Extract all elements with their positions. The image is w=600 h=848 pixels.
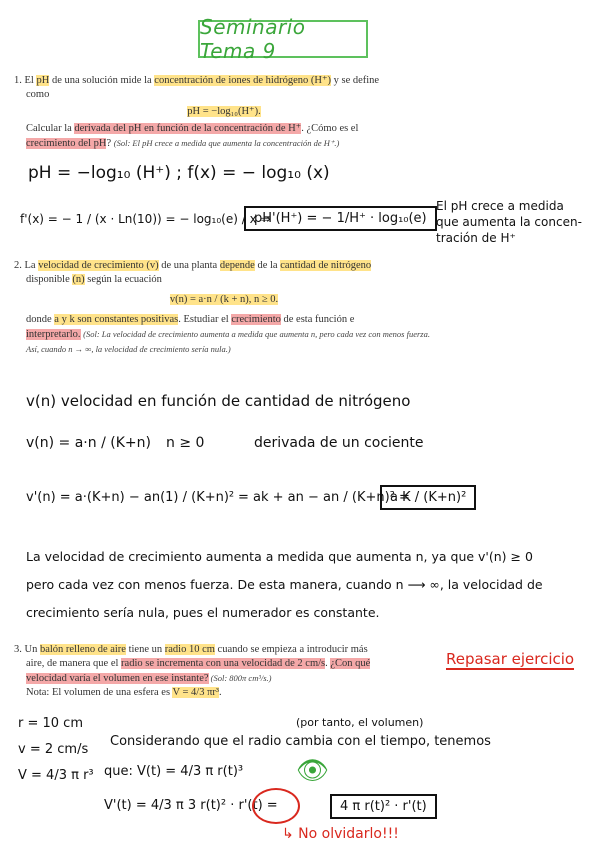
highlight-depends: depende (219, 260, 255, 271)
eye-icon: 👁 (296, 756, 330, 786)
highlight-question: velocidad varía el volumen en ese instante? (26, 673, 209, 684)
highlight-constants: a y k son constantes positivas (54, 314, 179, 325)
handwritten-function: v(n) = a·n / (K+n) (26, 435, 151, 451)
highlight-radius-rate: radio se incrementa con una velocidad de 2 cm/s (121, 658, 326, 669)
text: Nota: El volumen de una esfera es (26, 687, 173, 698)
text: Calcular la (26, 123, 75, 134)
handwritten-domain: n ≥ 0 (166, 435, 205, 451)
text: de una solución mide la (49, 75, 155, 86)
conclusion-line: crecimiento sería nula, pues el numerador es constante. (26, 605, 380, 620)
text: . (219, 687, 222, 698)
handwritten-note: derivada de un cociente (254, 435, 424, 451)
text: . Estudiar el (178, 314, 232, 325)
review-note: Repasar ejercicio (446, 650, 575, 668)
solution-hint: (Sol: La velocidad de crecimiento aumenta a medida que aumenta n, pero cada vez con menos fuerza. Así, cuando n → ∞, la velocidad de crecimiento sería nula.) (26, 329, 430, 354)
text: según la ecuación (84, 274, 162, 285)
text: . ¿Cómo es el (301, 123, 359, 134)
highlight-n: (n) (72, 274, 85, 285)
result-box: a K / (K+n)² (380, 485, 476, 510)
handwritten-simplify: = ak + an − an / (K+n)² = (238, 490, 410, 505)
handwritten-line: que: V(t) = 4/3 π r(t)³ (104, 764, 244, 779)
highlight-velocity: velocidad de crecimiento (v) (38, 260, 159, 271)
text: disponible (26, 274, 73, 285)
text: . (325, 658, 331, 669)
handwritten-derivative: V'(t) = 4/3 π 3 r(t)² · r'(t) = (104, 798, 278, 813)
handwritten-line: v(n) velocidad en función de cantidad de nitrógeno (26, 392, 411, 410)
highlight-ph: pH (36, 75, 50, 86)
text: de esta función e (280, 314, 355, 325)
given-rate: v = 2 cm/s (18, 742, 89, 757)
highlight-derivative: derivada del pH en función de la concentración de H⁺ (74, 123, 302, 134)
text: de la (254, 260, 281, 271)
page-title: Seminario Tema 9 (198, 20, 368, 58)
note-line: tración de H⁺ (436, 231, 516, 245)
result-box: pH'(H⁺) = − 1/H⁺ · log₁₀(e) (244, 206, 437, 231)
exercise-1-statement (14, 74, 434, 151)
handwritten-derivative: v'(n) = a·(K+n) − an(1) / (K+n)² (26, 490, 235, 505)
handwritten-line: pH = −log₁₀ (H⁺) ; f(x) = − log₁₀ (x) (28, 163, 330, 183)
given-radius: r = 10 cm (18, 716, 83, 731)
highlight-concentration: concentración de iones de hidrógeno (H⁺) (154, 75, 331, 86)
highlight-nitrogen: cantidad de nitrógeno (280, 260, 372, 271)
note-line: El pH crece a medida (436, 199, 564, 213)
handwritten-note: (por tanto, el volumen) (296, 716, 424, 729)
highlight-question: ¿Con qué (330, 658, 371, 669)
handwritten-note (436, 198, 582, 246)
conclusion-line: pero cada vez con menos fuerza. De esta manera, cuando n ⟶ ∞, la velocidad de (26, 577, 543, 592)
reminder-note: ↳ No olvidarlo!!! (282, 826, 399, 842)
text: como (26, 89, 50, 100)
text: donde (26, 314, 55, 325)
exercise-2-statement (14, 259, 434, 357)
result-box: 4 π r(t)² · r'(t) (330, 794, 437, 819)
text: cuando se empieza a introducir más (214, 644, 368, 655)
solution-hint: (Sol: 800π cm³/s.) (208, 673, 272, 683)
formula-ph: pH = −log₁₀(H⁺). (187, 106, 261, 117)
highlight-volume: V = 4/3 πr³ (172, 687, 220, 698)
conclusion-line: La velocidad de crecimiento aumenta a medida que aumenta n, ya que v'(n) ≥ 0 (26, 549, 533, 564)
handwritten-conclusion (26, 543, 586, 627)
highlight-interpret: interpretarlo. (26, 329, 81, 340)
text: Un (24, 644, 40, 655)
text: El (24, 75, 37, 86)
highlight-balloon: balón relleno de aire (39, 644, 126, 655)
highlight-growth: crecimiento del pH (26, 138, 107, 149)
volume-formula: V = 4/3 π r³ (18, 768, 94, 783)
text: y se define (330, 75, 380, 86)
solution-hint: (Sol: El pH crece a medida que aumenta la concentración de H⁺.) (113, 138, 340, 148)
handwritten-derivative: f'(x) = − 1 / (x · Ln(10)) = − log₁₀(e) / x ⇒ (20, 212, 271, 226)
text: de una planta (158, 260, 220, 271)
text: La (24, 260, 39, 271)
exercise-3-statement (14, 643, 434, 700)
text: ? (106, 138, 114, 149)
formula-velocity: v(n) = a·n / (k + n), n ≥ 0. (169, 294, 279, 305)
handwritten-line: Considerando que el radio cambia con el tiempo, tenemos (110, 734, 491, 749)
text: tiene un (125, 644, 165, 655)
note-line: que aumenta la concen- (436, 215, 582, 229)
highlight-radius: radio 10 cm (164, 644, 215, 655)
highlight-growth: crecimiento (231, 314, 281, 325)
text: aire, de manera que el (26, 658, 122, 669)
exercise-number: 3. (14, 644, 22, 655)
highlight-circle (252, 788, 300, 824)
exercise-number: 2. (14, 260, 22, 271)
exercise-number: 1. (14, 75, 22, 86)
